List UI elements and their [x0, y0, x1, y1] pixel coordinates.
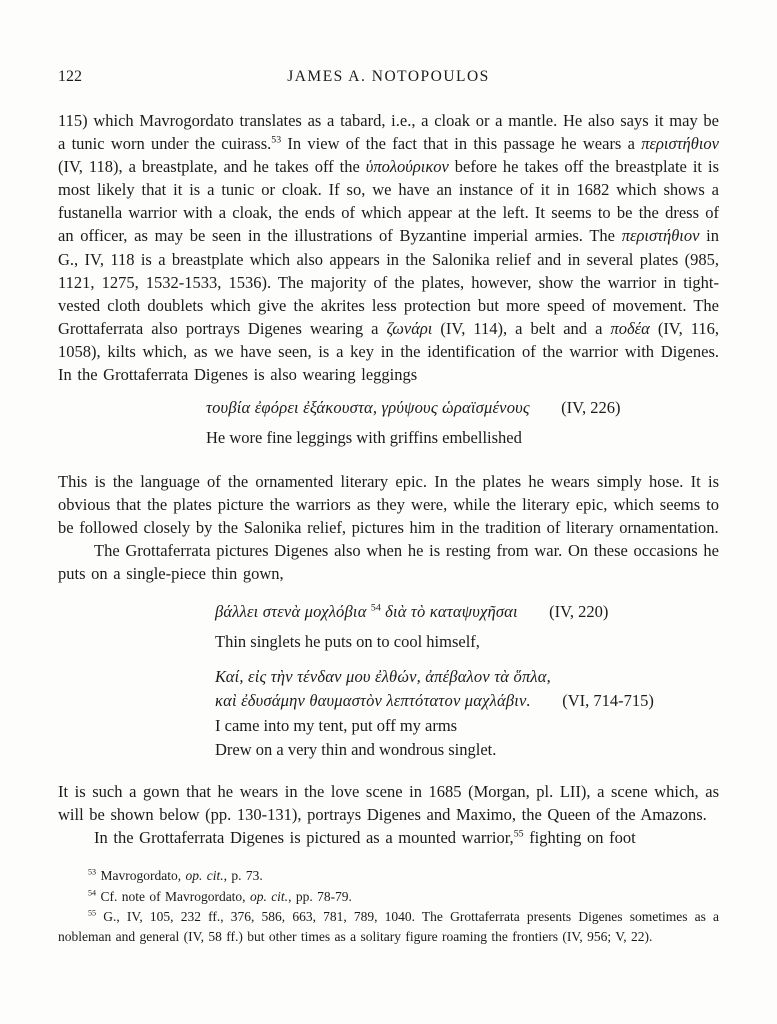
body-paragraph-4: It is such a gown that he wears in the love scene in 1685 (Morgan, pl. LII), a scene which, as will be shown below (pp. 130-131), portrays Digenes and Maximo, the Queen of the Amazons.: [58, 781, 719, 825]
footnote-55: $^{55}$ G., IV, 105, 232 ff., 376, 586, 663, 781, 789, 1040. The Grottaferrata presents Digenes sometimes as a nobleman and general (IV, 58 ff.) but other times as a solitary figure roaming the frontiers (IV, 956; V, 22).: [58, 908, 719, 944]
greek-verse-line: καὶ ἐδυσάμην θαυμαστὸν λεπτότατον μαχλάβιν. (VI, 714-715): [215, 690, 654, 710]
verse-translation-line: Drew on a very thin and wondrous singlet.: [215, 739, 497, 759]
body-paragraph-3: The Grottaferrata pictures Digenes also when he is resting from war. On these occasions he puts on a single-piece thin gown,: [58, 541, 719, 584]
page-header: [58, 68, 719, 90]
greek-verse-line: τουβία ἐφόρει ἐξάκουστα, γρύψους ὡραϊσμένους (IV, 226): [206, 398, 621, 418]
footnotes-section: [58, 866, 719, 947]
body-paragraph-1: 115) which Mavrogordato translates as a tabard, i.e., a cloak or a mantle. He also says it may be a tunic worn under the cuirass.$^{53}$ In view of the fact that in this passage he wears a περιστήθιον (IV, 118), a breastplate, and he takes off the ὑπολούρικον before he takes off the breastplate it is most likely that it is a tunic or cloak. If so, we have an instance of it in 1682 which shows a fustanella warrior with a cloak, the ends of which appear at the left. It seems to be the dress of an officer, as may be seen in the illustrations of Byzantine imperial armies. The περιστήθιον in G., IV, 118 is a breastplate which also appears in the Salonika relief and in several plates (985, 1121, 1275, 1532-1533, 1536). The majority of the plates, however, show the warrior in tight-vested cloth doublets which give the akrites less protection but more speed of movement. The Grottaferrata also portrays Digenes wearing a ζωνάρι (IV, 114), a belt and a ποδέα (IV, 116, 1058), kilts which, as we have seen, is a key in the identification of the warrior with Digenes. In the Grottaferrata Digenes is also wearing leggings: [58, 111, 720, 385]
footnote-54: $^{54}$ Cf. note of Mavrogordato, op. cit., pp. 78-79.: [88, 888, 352, 904]
body-paragraph-5: In the Grottaferrata Digenes is pictured as a mounted warrior,$^{55}$ fighting on foot: [94, 828, 636, 848]
verse-translation-line: He wore fine leggings with griffins embellished: [206, 427, 522, 447]
verse-quote-block-1: [206, 396, 719, 449]
verse-translation-line: Thin singlets he puts on to cool himself,: [215, 631, 480, 651]
greek-verse-line: βάλλει στενὰ μοχλόβια $^{54}$ διὰ τὸ καταψυχῆσαι (IV, 220): [215, 602, 609, 622]
greek-verse-line: Καί, εἰς τὴν τένδαν μου ἐλθών, ἀπέβαλον τὰ ὅπλα,: [215, 667, 551, 687]
running-head: JAMES A. NOTOPOULOS: [287, 68, 490, 85]
page-number: 122: [58, 68, 82, 85]
verse-translation-line: I came into my tent, put off my arms: [215, 716, 458, 736]
footnote-53: $^{53}$ Mavrogordato, op. cit., p. 73.: [88, 867, 263, 884]
verse-quote-block-2: [215, 600, 719, 761]
body-paragraph-2: This is the language of the ornamented literary epic. In the plates he wears simply hose. It is obvious that the plates picture the warriors as they were, while the literary epic, which seems to be followed closely by the Salonika relief, pictures him in the tradition of literary ornamentation.: [58, 471, 719, 538]
